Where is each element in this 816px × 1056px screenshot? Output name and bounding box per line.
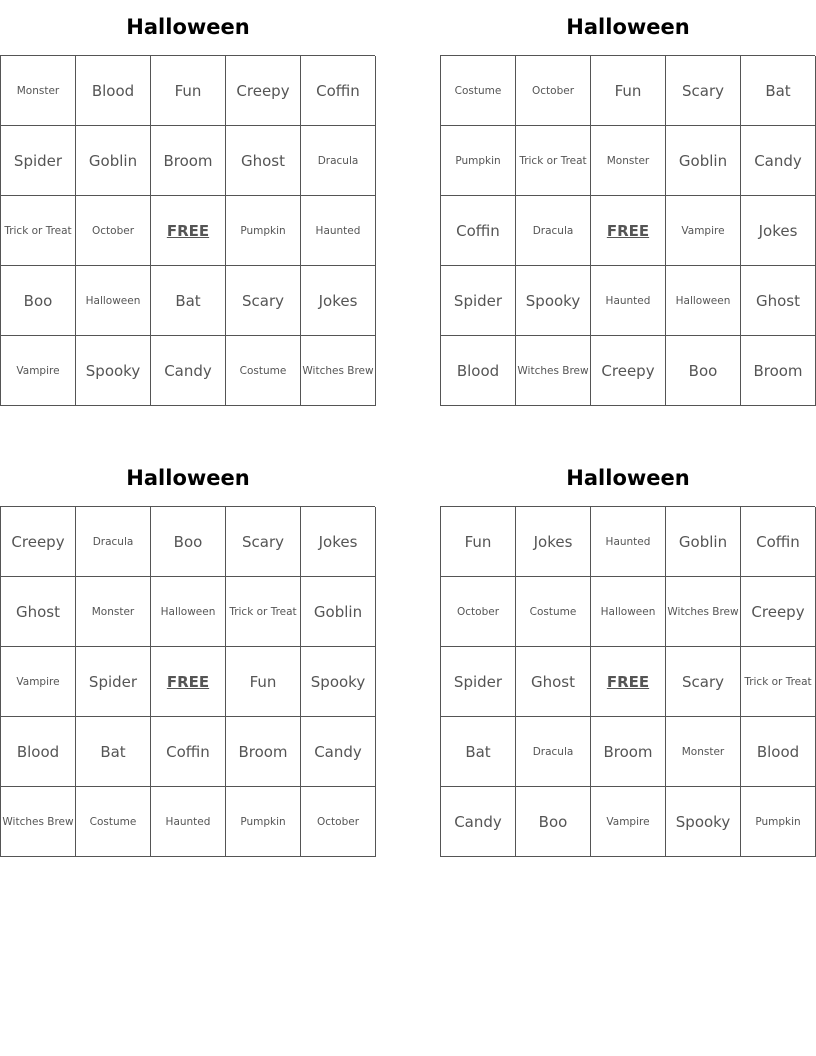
bingo-cell: Witches Brew xyxy=(301,336,376,406)
bingo-cell: Goblin xyxy=(666,507,741,577)
bingo-cell: Dracula xyxy=(301,126,376,196)
bingo-cell: Trick or Treat xyxy=(516,126,591,196)
bingo-cell: Vampire xyxy=(1,647,76,717)
bingo-cell: Costume xyxy=(226,336,301,406)
bingo-cell: Ghost xyxy=(226,126,301,196)
bingo-cell: Witches Brew xyxy=(666,577,741,647)
bingo-cell: Blood xyxy=(741,717,816,787)
bingo-cell: Vampire xyxy=(591,787,666,857)
bingo-cell: Haunted xyxy=(591,507,666,577)
bingo-cell: October xyxy=(301,787,376,857)
bingo-cell: Pumpkin xyxy=(441,126,516,196)
bingo-cell: Halloween xyxy=(76,266,151,336)
bingo-cell: Creepy xyxy=(226,56,301,126)
bingo-cell: Pumpkin xyxy=(741,787,816,857)
bingo-cell: Costume xyxy=(441,56,516,126)
bingo-cell: Spooky xyxy=(666,787,741,857)
bingo-cell: Coffin xyxy=(741,507,816,577)
bingo-cell: Jokes xyxy=(741,196,816,266)
bingo-cell: Broom xyxy=(226,717,301,787)
bingo-cell: Goblin xyxy=(301,577,376,647)
bingo-cell: Scary xyxy=(226,507,301,577)
bingo-cell: Monster xyxy=(76,577,151,647)
bingo-cell: Spooky xyxy=(301,647,376,717)
bingo-cell: Costume xyxy=(516,577,591,647)
free-space-cell: FREE xyxy=(151,196,226,266)
bingo-cell: Candy xyxy=(151,336,226,406)
bingo-cell: Candy xyxy=(441,787,516,857)
card-title: Halloween xyxy=(126,15,250,39)
bingo-cell: Dracula xyxy=(76,507,151,577)
bingo-cell: October xyxy=(516,56,591,126)
bingo-cell: Ghost xyxy=(516,647,591,717)
bingo-cell: Scary xyxy=(666,647,741,717)
bingo-cell: Blood xyxy=(1,717,76,787)
bingo-cell: Scary xyxy=(666,56,741,126)
bingo-cell: Spooky xyxy=(516,266,591,336)
bingo-grid xyxy=(440,506,815,857)
bingo-grid xyxy=(0,55,375,406)
bingo-cell: Broom xyxy=(591,717,666,787)
bingo-cell: Bat xyxy=(441,717,516,787)
bingo-cell: Ghost xyxy=(741,266,816,336)
bingo-cell: Boo xyxy=(666,336,741,406)
card-title: Halloween xyxy=(566,15,690,39)
bingo-cell: Haunted xyxy=(151,787,226,857)
bingo-cell: Haunted xyxy=(301,196,376,266)
bingo-cell: Fun xyxy=(441,507,516,577)
bingo-cell: Candy xyxy=(741,126,816,196)
bingo-cell: Spider xyxy=(441,266,516,336)
bingo-cell: October xyxy=(441,577,516,647)
bingo-cell: Jokes xyxy=(301,507,376,577)
bingo-cell: Fun xyxy=(226,647,301,717)
bingo-cell: Witches Brew xyxy=(1,787,76,857)
bingo-cell: Ghost xyxy=(1,577,76,647)
bingo-cell: Blood xyxy=(441,336,516,406)
bingo-cell: Dracula xyxy=(516,717,591,787)
bingo-cell: Goblin xyxy=(76,126,151,196)
bingo-cell: Spider xyxy=(76,647,151,717)
bingo-cell: Dracula xyxy=(516,196,591,266)
bingo-cell: Fun xyxy=(591,56,666,126)
bingo-cell: Costume xyxy=(76,787,151,857)
free-space-cell: FREE xyxy=(151,647,226,717)
bingo-cell: Witches Brew xyxy=(516,336,591,406)
bingo-cell: October xyxy=(76,196,151,266)
bingo-cell: Creepy xyxy=(1,507,76,577)
bingo-cell: Jokes xyxy=(301,266,376,336)
bingo-cell: Spider xyxy=(1,126,76,196)
bingo-cell: Blood xyxy=(76,56,151,126)
bingo-cell: Boo xyxy=(151,507,226,577)
bingo-cell: Candy xyxy=(301,717,376,787)
bingo-cell: Broom xyxy=(741,336,816,406)
bingo-cell: Bat xyxy=(76,717,151,787)
bingo-cell: Boo xyxy=(516,787,591,857)
bingo-cell: Vampire xyxy=(1,336,76,406)
bingo-cell: Broom xyxy=(151,126,226,196)
bingo-cell: Jokes xyxy=(516,507,591,577)
bingo-cell: Vampire xyxy=(666,196,741,266)
bingo-cell: Boo xyxy=(1,266,76,336)
card-title: Halloween xyxy=(566,466,690,490)
bingo-cell: Scary xyxy=(226,266,301,336)
bingo-cell: Halloween xyxy=(151,577,226,647)
bingo-cell: Trick or Treat xyxy=(226,577,301,647)
bingo-cell: Monster xyxy=(666,717,741,787)
bingo-grid xyxy=(0,506,375,857)
bingo-cell: Creepy xyxy=(741,577,816,647)
bingo-cell: Goblin xyxy=(666,126,741,196)
free-space-cell: FREE xyxy=(591,647,666,717)
bingo-cell: Fun xyxy=(151,56,226,126)
bingo-cell: Pumpkin xyxy=(226,196,301,266)
card-title: Halloween xyxy=(126,466,250,490)
free-space-cell: FREE xyxy=(591,196,666,266)
bingo-cell: Coffin xyxy=(301,56,376,126)
bingo-cell: Monster xyxy=(591,126,666,196)
bingo-cell: Trick or Treat xyxy=(1,196,76,266)
bingo-grid xyxy=(440,55,815,406)
bingo-cell: Spider xyxy=(441,647,516,717)
bingo-cell: Monster xyxy=(1,56,76,126)
bingo-cell: Bat xyxy=(151,266,226,336)
bingo-cell: Bat xyxy=(741,56,816,126)
bingo-cell: Halloween xyxy=(666,266,741,336)
bingo-cell: Creepy xyxy=(591,336,666,406)
bingo-cell: Coffin xyxy=(151,717,226,787)
bingo-cell: Pumpkin xyxy=(226,787,301,857)
bingo-cell: Haunted xyxy=(591,266,666,336)
bingo-cell: Trick or Treat xyxy=(741,647,816,717)
bingo-cell: Coffin xyxy=(441,196,516,266)
bingo-cell: Halloween xyxy=(591,577,666,647)
bingo-cell: Spooky xyxy=(76,336,151,406)
